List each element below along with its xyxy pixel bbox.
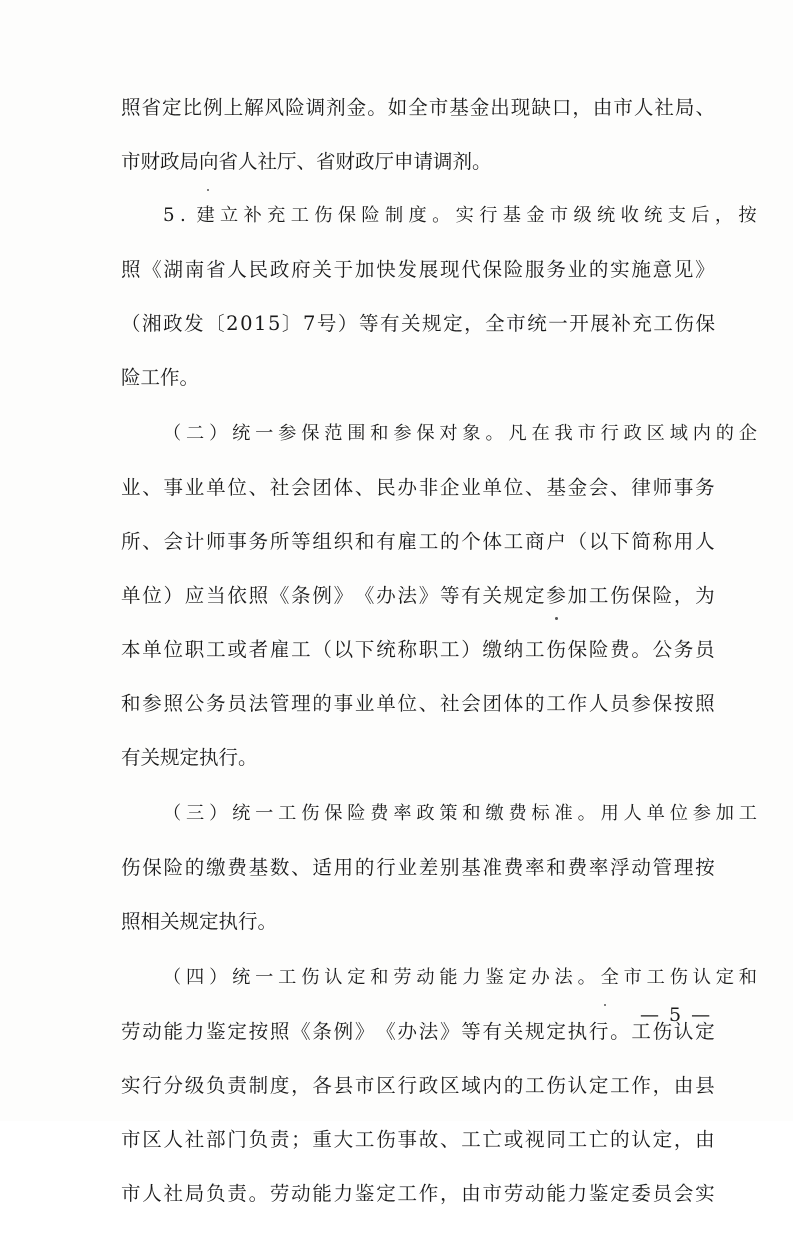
text-line: 劳 动 能 力 鉴 定 按 照 《 条 例 》 《 办 法 》 等 有 关 规 定 执 行 。 工 伤 认 定 [121, 1020, 715, 1043]
text-line: 业 、 事 业 单 位 、 社 会 团 体 、 民 办 非 企 业 单 位 、 基 金 会 、 律 师 事 务 [121, 476, 715, 499]
scan-speck [555, 617, 558, 620]
text-line: 市财政局向省人社厅、省财政厅申请调剂。 [121, 150, 492, 173]
text-line: 伤 保 险 的 缴 费 基 数 、 适 用 的 行 业 差 别 基 准 费 率 和 费 率 浮 动 管 理 按 [121, 856, 715, 879]
document-body [121, 96, 757, 1236]
section-heading-4: （ 四 ） 统 一 工 伤 认 定 和 劳 动 能 力 鉴 定 办 法 。 全 市 工 伤 认 定 和 [163, 967, 757, 988]
text-line: 所 、 会 计 师 事 务 所 等 组 织 和 有 雇 工 的 个 体 工 商 户 （ 以 下 简 称 用 人 [121, 530, 715, 553]
scan-speck [207, 189, 209, 191]
text-line: 险工作。 [121, 366, 200, 389]
text-line: 照 《 湖 南 省 人 民 政 府 关 于 加 快 发 展 现 代 保 险 服 务 业 的 实 施 意 见 》 [121, 258, 715, 281]
text-line: 单 位 ） 应 当 依 照 《 条 例 》 《 办 法 》 等 有 关 规 定 参 加 工 伤 保 险 ， 为 [121, 584, 715, 607]
text-line: （ 湘 政 发 〔 2 0 1 5 〕 7 号 ） 等 有 关 规 定 ， 全 市 统 一 开 展 补 充 工 伤 保 [121, 312, 715, 335]
text-line: 和 参 照 公 务 员 法 管 理 的 事 业 单 位 、 社 会 团 体 的 工 作 人 员 参 保 按 照 [121, 692, 715, 715]
paragraph-heading-5: 5 . 建 立 补 充 工 伤 保 险 制 度 。 实 行 基 金 市 级 统 收 统 支 后 ， 按 [163, 205, 757, 226]
text-line: 照 省 定 比 例 上 解 风 险 调 剂 金 。 如 全 市 基 金 出 现 缺 口 ， 由 市 人 社 局 、 [121, 96, 715, 119]
page-number: — 5 — [640, 1004, 713, 1026]
text-line: 照相关规定执行。 [121, 910, 278, 933]
section-heading-3: （ 三 ） 统 一 工 伤 保 险 费 率 政 策 和 缴 费 标 准 。 用 人 单 位 参 加 工 [163, 803, 757, 824]
text-line: 实 行 分 级 负 责 制 度 ， 各 县 市 区 行 政 区 域 内 的 工 伤 认 定 工 作 ， 由 县 [121, 1074, 715, 1097]
scan-speck [604, 1004, 606, 1006]
text-line: 本 单 位 职 工 或 者 雇 工 （ 以 下 统 称 职 工 ） 缴 纳 工 伤 保 险 费 。 公 务 员 [121, 638, 715, 661]
text-line: 市 人 社 局 负 责 。 劳 动 能 力 鉴 定 工 作 ， 由 市 劳 动 能 力 鉴 定 委 员 会 实 [121, 1182, 715, 1205]
section-heading-2: （ 二 ） 统 一 参 保 范 围 和 参 保 对 象 。 凡 在 我 市 行 政 区 域 内 的 企 [163, 423, 757, 444]
text-line: 有关规定执行。 [121, 746, 258, 769]
text-line: 市 区 人 社 部 门 负 责 ； 重 大 工 伤 事 故 、 工 亡 或 视 同 工 亡 的 认 定 ， 由 [121, 1128, 715, 1151]
